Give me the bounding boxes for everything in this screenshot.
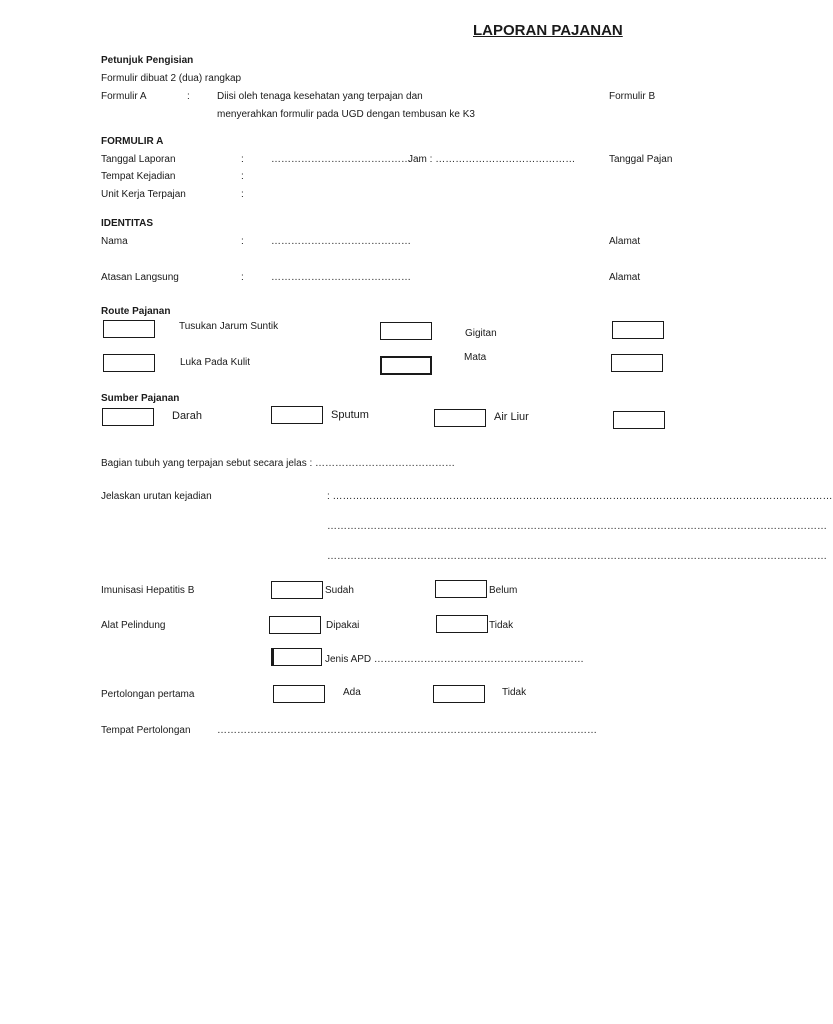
jenis-apd-checkbox[interactable] <box>271 648 322 666</box>
unit-kerja-colon: : <box>241 189 244 200</box>
tanggal-laporan-label: Tanggal Laporan <box>101 154 176 165</box>
urutan-line-2[interactable]: …………………………………………………………………………………………………………………………………… <box>327 521 827 532</box>
darah-label: Darah <box>172 410 202 422</box>
alat-tidak-label: Tidak <box>489 620 514 631</box>
sudah-label: Sudah <box>325 585 354 596</box>
form-b-label: Formulir B <box>609 91 656 102</box>
pertolongan-tidak-checkbox[interactable] <box>433 685 485 703</box>
ada-checkbox[interactable] <box>273 685 325 703</box>
atasan-label: Atasan Langsung <box>101 272 179 283</box>
form-a-text2: menyerahkan formulir pada UGD dengan tembusan ke K3 <box>217 109 475 120</box>
alat-tidak-checkbox[interactable] <box>436 615 488 633</box>
route-other-checkbox-2[interactable] <box>611 354 663 372</box>
luka-checkbox[interactable] <box>103 354 155 372</box>
gigitan-label: Gigitan <box>465 328 497 339</box>
darah-checkbox[interactable] <box>102 408 154 426</box>
bagian-tubuh-field[interactable]: Bagian tubuh yang terpajan sebut secara jelas : …………………………………… <box>101 458 456 469</box>
instructions-heading: Petunjuk Pengisian <box>101 55 194 66</box>
sputum-label: Sputum <box>331 409 369 421</box>
form-a-label: Formulir A <box>101 91 147 102</box>
atasan-colon: : <box>241 272 244 283</box>
sumber-other-checkbox[interactable] <box>613 411 665 429</box>
luka-label: Luka Pada Kulit <box>180 357 251 368</box>
pertolongan-label: Pertolongan pertama <box>101 689 195 700</box>
unit-kerja-label: Unit Kerja Terpajan <box>101 189 186 200</box>
air-liur-checkbox[interactable] <box>434 409 486 427</box>
urutan-label: Jelaskan urutan kejadian <box>101 491 212 502</box>
urutan-line-3[interactable]: …………………………………………………………………………………………………………………………………… <box>327 551 827 562</box>
sputum-checkbox[interactable] <box>271 406 323 424</box>
dipakai-label: Dipakai <box>326 620 360 631</box>
ada-label: Ada <box>343 687 361 698</box>
identitas-heading: IDENTITAS <box>101 218 154 229</box>
belum-checkbox[interactable] <box>435 580 487 598</box>
nama-colon: : <box>241 236 244 247</box>
tanggal-pajanan-label: Tanggal Pajan <box>609 154 673 165</box>
nama-field[interactable]: …………………………………… <box>271 236 411 247</box>
formulir-a-heading: FORMULIR A <box>101 136 164 147</box>
mata-label: Mata <box>464 352 487 363</box>
page-title: LAPORAN PAJANAN <box>473 22 623 39</box>
mata-checkbox[interactable] <box>380 356 432 375</box>
route-heading: Route Pajanan <box>101 306 171 317</box>
pertolongan-tidak-label: Tidak <box>502 687 527 698</box>
air-liur-label: Air Liur <box>494 411 529 423</box>
alamat-label-2: Alamat <box>609 272 641 283</box>
jam-field[interactable]: Jam : …………………………………… <box>408 154 576 165</box>
tempat-pertolongan-field[interactable]: …………………………………………………………………………………………………… <box>217 725 597 736</box>
belum-label: Belum <box>489 585 518 596</box>
alamat-label-1: Alamat <box>609 236 641 247</box>
jenis-apd-field[interactable]: Jenis APD ……………………………………………………… <box>325 654 584 665</box>
tusukan-label: Tusukan Jarum Suntik <box>179 321 279 332</box>
tempat-kejadian-colon: : <box>241 171 244 182</box>
tanggal-laporan-colon: : <box>241 154 244 165</box>
sumber-heading: Sumber Pajanan <box>101 393 180 404</box>
dipakai-checkbox[interactable] <box>269 616 321 634</box>
instructions-line1: Formulir dibuat 2 (dua) rangkap <box>101 73 242 84</box>
tempat-pertolongan-label: Tempat Pertolongan <box>101 725 191 736</box>
atasan-field[interactable]: …………………………………… <box>271 272 411 283</box>
nama-label: Nama <box>101 236 128 247</box>
gigitan-checkbox[interactable] <box>380 322 432 340</box>
tempat-kejadian-label: Tempat Kejadian <box>101 171 176 182</box>
sudah-checkbox[interactable] <box>271 581 323 599</box>
imunisasi-label: Imunisasi Hepatitis B <box>101 585 195 596</box>
form-a-colon: : <box>187 91 190 102</box>
tusukan-checkbox[interactable] <box>103 320 155 338</box>
route-other-checkbox-1[interactable] <box>612 321 664 339</box>
tanggal-laporan-field[interactable]: …………………………………… <box>271 154 411 165</box>
urutan-line-1[interactable]: : …………………………………………………………………………………………………………………………………… <box>327 491 833 502</box>
alat-pelindung-label: Alat Pelindung <box>101 620 166 631</box>
form-a-text1: Diisi oleh tenaga kesehatan yang terpajan dan <box>217 91 423 102</box>
